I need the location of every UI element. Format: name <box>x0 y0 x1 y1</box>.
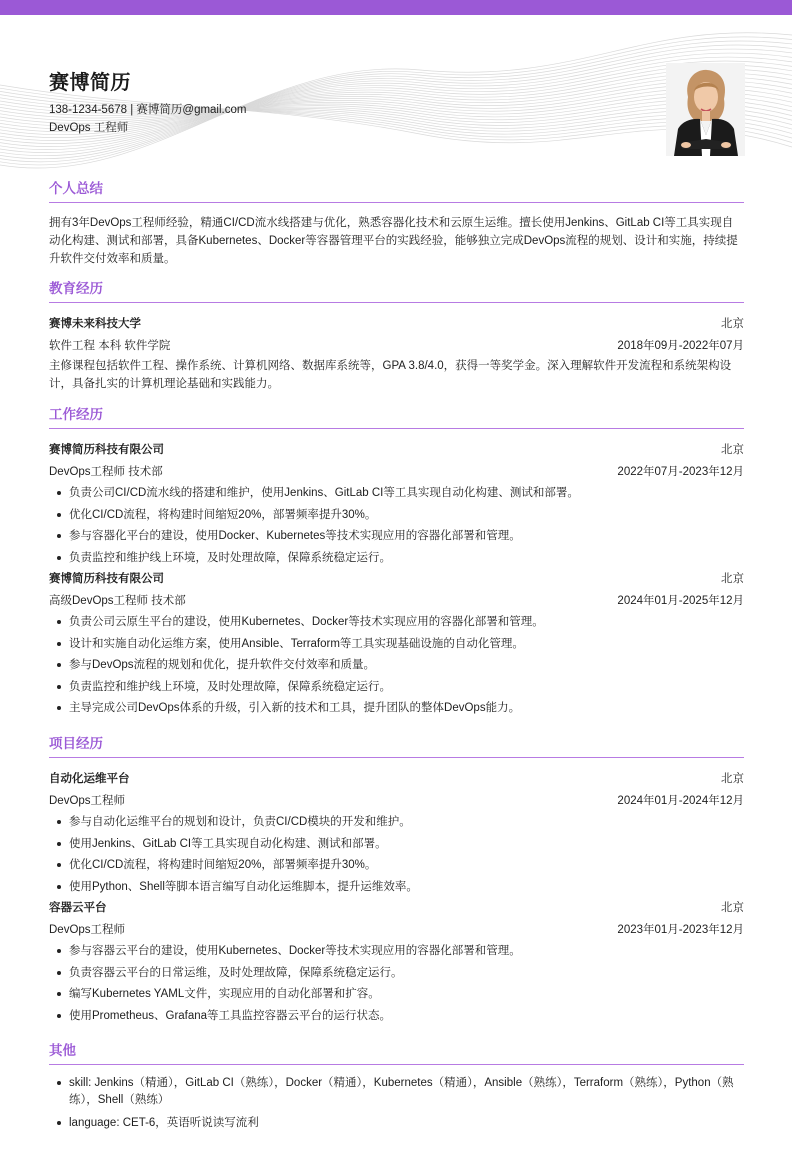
list-item: 负责公司云原生平台的建设，使用Kubernetes、Docker等技术实现应用的容器化部署和管理。 <box>49 614 744 636</box>
education-detail-row <box>49 337 744 353</box>
other-list <box>49 1075 744 1138</box>
work-location: 北京 <box>721 444 744 456</box>
list-item: 使用Jenkins、GitLab CI等工具实现自动化构建、测试和部署。 <box>49 836 744 858</box>
list-item: 负责容器云平台的日常运维，及时处理故障，保障系统稳定运行。 <box>49 965 744 987</box>
work-detail-row <box>49 463 744 479</box>
work-header-row <box>49 441 744 457</box>
work-detail-row <box>49 592 744 608</box>
project-header-row <box>49 899 744 915</box>
section-title-summary: 个人总结 <box>49 177 744 203</box>
school-dates: 2018年09月-2022年07月 <box>617 340 744 352</box>
list-item: 使用Python、Shell等脚本语言编写自动化运维脚本，提升运维效率。 <box>49 879 744 901</box>
project-bullets <box>49 943 744 1029</box>
school-major: 软件工程 本科 软件学院 <box>49 340 171 352</box>
contact-info: 138-1234-5678 | 赛博简历@gmail.com <box>49 104 247 116</box>
work-role: 高级DevOps工程师 技术部 <box>49 595 186 607</box>
resume-name: 赛博简历 <box>49 72 131 94</box>
project-dates: 2024年01月-2024年12月 <box>617 795 744 807</box>
list-item: 设计和实施自动化运维方案，使用Ansible、Terraform等工具实现基础设施的自动化管理。 <box>49 636 744 658</box>
school-name: 赛博未来科技大学 <box>49 318 141 330</box>
project-location: 北京 <box>721 902 744 914</box>
project-dates: 2023年01月-2023年12月 <box>617 924 744 936</box>
job-title: DevOps 工程师 <box>49 122 129 134</box>
list-item: 参与自动化运维平台的规划和设计，负责CI/CD模块的开发和维护。 <box>49 814 744 836</box>
list-item: 参与容器云平台的建设，使用Kubernetes、Docker等技术实现应用的容器化部署和管理。 <box>49 943 744 965</box>
education-description: 主修课程包括软件工程、操作系统、计算机网络、数据库系统等，GPA 3.8/4.0，获得一等奖学金。深入理解软件开发流程和系统架构设计，具备扎实的计算机理论基础和实践能力。 <box>49 360 732 390</box>
education-header-row <box>49 315 744 331</box>
list-item: 负责公司CI/CD流水线的搭建和维护，使用Jenkins、GitLab CI等工具实现自动化构建、测试和部署。 <box>49 485 744 507</box>
section-title-education: 教育经历 <box>49 277 744 303</box>
list-item: 使用Prometheus、Grafana等工具监控容器云平台的运行状态。 <box>49 1008 744 1030</box>
school-location: 北京 <box>721 318 744 330</box>
list-item: 优化CI/CD流程，将构建时间缩短20%，部署频率提升30%。 <box>49 507 744 529</box>
list-item: 编写Kubernetes YAML文件，实现应用的自动化部署和扩容。 <box>49 986 744 1008</box>
work-header-row <box>49 570 744 586</box>
project-role: DevOps工程师 <box>49 924 126 936</box>
project-role: DevOps工程师 <box>49 795 126 807</box>
work-dates: 2022年07月-2023年12月 <box>617 466 744 478</box>
company-name: 赛博简历科技有限公司 <box>49 444 164 456</box>
list-item: language: CET-6，英语听说读写流利 <box>49 1115 744 1132</box>
work-location: 北京 <box>721 573 744 585</box>
section-title-projects: 项目经历 <box>49 732 744 758</box>
list-item: 负责监控和维护线上环境，及时处理故障，保障系统稳定运行。 <box>49 679 744 701</box>
project-detail-row <box>49 921 744 937</box>
work-bullets <box>49 614 744 722</box>
list-item: 主导完成公司DevOps体系的升级，引入新的技术和工具，提升团队的整体DevOps能力。 <box>49 700 744 722</box>
summary-text: 拥有3年DevOps工程师经验，精通CI/CD流水线搭建与优化，熟悉容器化技术和云原生运维。擅长使用Jenkins、GitLab CI等工具实现自动化构建、测试和部署，具备Kubernetes、Docker等容器管理平台的实践经验，能够独立完成DevOps流程的规划、设计和实施，持续提升软件交付效率和质量。 <box>49 217 738 265</box>
project-bullets <box>49 814 744 900</box>
list-item: 参与DevOps流程的规划和优化，提升软件交付效率和质量。 <box>49 657 744 679</box>
list-item: skill: Jenkins（精通），GitLab CI（熟练），Docker（精通），Kubernetes（精通），Ansible（熟练），Terraform（熟练），Python（熟练），Shell（熟练） <box>49 1075 744 1109</box>
top-accent-bar <box>0 0 792 15</box>
project-name: 容器云平台 <box>49 902 107 914</box>
project-header-row <box>49 770 744 786</box>
work-role: DevOps工程师 技术部 <box>49 466 163 478</box>
project-detail-row <box>49 792 744 808</box>
work-bullets <box>49 485 744 571</box>
section-title-work: 工作经历 <box>49 403 744 429</box>
section-title-other: 其他 <box>49 1039 744 1065</box>
project-name: 自动化运维平台 <box>49 773 130 785</box>
list-item: 参与容器化平台的建设，使用Docker、Kubernetes等技术实现应用的容器化部署和管理。 <box>49 528 744 550</box>
list-item: 负责监控和维护线上环境，及时处理故障，保障系统稳定运行。 <box>49 550 744 572</box>
project-location: 北京 <box>721 773 744 785</box>
company-name: 赛博简历科技有限公司 <box>49 573 164 585</box>
work-dates: 2024年01月-2025年12月 <box>617 595 744 607</box>
list-item: 优化CI/CD流程，将构建时间缩短20%，部署频率提升30%。 <box>49 857 744 879</box>
profile-photo <box>666 63 745 156</box>
